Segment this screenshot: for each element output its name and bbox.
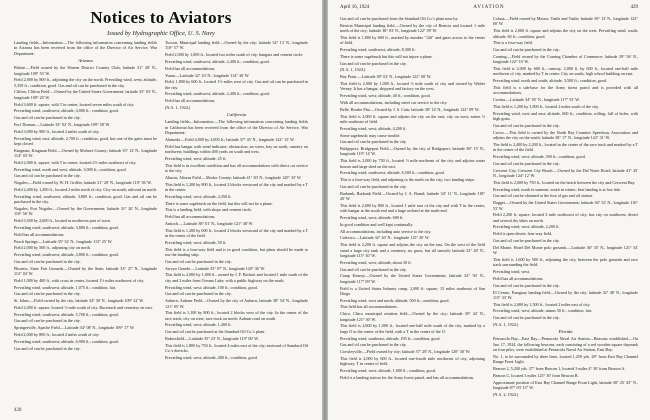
notice-paragraph: This field is 1,800 by 600 ft., marked by number "126" and gates across to the center of field. <box>340 34 485 46</box>
notice-paragraph: This is a landing field, with shops and cement circle. <box>165 207 253 213</box>
left-column-2 <box>165 40 308 402</box>
notice-paragraph: Field 2,000 by 800 ft., adjoining the city on the north. Prevailing wind, west; altitude, 5,350 ft.; condition, good. Gas and oil can be purchased in the city. <box>14 77 157 88</box>
notice-paragraph: Field is a United States Infantry camp, 2,000 ft. square, 15 miles northeast of San Diego. <box>340 285 485 296</box>
notice-paragraph: This field is 2,000 ft. square and adjoins the city on the west. Prevailing wind, south; altitude, 60 ft.; condition, good. <box>493 28 638 39</box>
notice-paragraph: Fort Thomas.—Latitude 33° 02' N., longitude 109° 58' W. <box>14 122 111 127</box>
notice-paragraph: This field is a sub-base for the Army forest patrol and is provided with all accommodations. <box>493 85 638 96</box>
notice-paragraph: This field is 2,000 by 600 ft., located one-fourth mile northwest of city, adjoining highway; T in center of field. <box>340 355 485 367</box>
left-page-header <box>14 8 308 37</box>
notice-paragraph: Pensacola Bay—East Bay—Pensacola Naval Air Station—Beacons established.—On Jan. 17, 1924, the following beacons, each consisting of a red wooden square daymark on four piles, were established at Pensacola Naval Air Station, East Bay: <box>493 336 638 353</box>
notice-paragraph: Calexico.—Latitude 32° 40' N., longitude 115° 30' W. <box>340 235 430 241</box>
notice-paragraph: El Centro, Paraguay landing field.—Owned by the city; latitude 32° 48' N., longitude 115° 33' W. <box>493 289 638 300</box>
notice-paragraph: Prevailing wind, west; altitude, 1,000 ft.; condition, good. <box>340 368 436 374</box>
section-heading: Arizona <box>78 58 93 64</box>
notice-paragraph: Gas and oil can be purchased at the Standard Oil Co.'s plant. <box>165 329 266 335</box>
notice-paragraph: Chico, Chico municipal aviation field.—Owned by the city; latitude 39° 42' N., longitude 121° 50' W. <box>340 311 485 322</box>
notice-paragraph: Tucson, Municipal landing field.—Owned by the city; latitude 32° 13' N., longitude 110° 57' W. <box>165 40 308 51</box>
notice-paragraph: Field 1,000 by 400 ft., with cross in center, located 1½ miles northwest of city. <box>14 277 145 283</box>
notice-paragraph: Prevailing wind, southwest; altitude, 2,400 ft.; condition, good. <box>165 91 270 97</box>
right-column-1 <box>340 16 485 402</box>
notice-paragraph: Gas and oil can be purchased in the city. <box>493 315 560 321</box>
notice-paragraph: Gas and oil can be purchased in the city. <box>340 139 407 145</box>
notice-paragraph: This field is 1,200 by 1,800 ft., located 2 miles south of the city. <box>493 103 599 109</box>
left-page <box>0 0 322 420</box>
page-number-left: 428 <box>14 408 22 413</box>
notice-paragraph: Phoenix, State Fair Grounds.—Owned by the State; latitude 33° 27' N., longitude 112° 04' W. <box>14 265 157 277</box>
notice-paragraph: Prevailing wind, north and west; altitude, 3,000 ft.; condition, good. <box>14 166 127 172</box>
notice-paragraph: Gas and oil can be purchased in the city. <box>493 238 560 244</box>
notice-paragraph: Alturas, Alturas Field.—Modoc County; latitude 41° 30' N., longitude 120° 33' W. <box>165 174 302 180</box>
notice-paragraph: Field has all accommodations. <box>165 214 216 220</box>
notice-paragraph: Prevailing wind, east; altitude, 2,700 ft.; condition, good, but one of the gates must be kept closed. <box>14 135 157 146</box>
notice-paragraph: Benicia Municipal landing field.—Owned by the city of Benicia and located 1 mile north of the city; latitude 38° 03' N., longitude 122° 09' W. <box>340 22 485 34</box>
notice-paragraph: There is some sagebrush but this will not injure a plane. <box>340 53 433 59</box>
notice-paragraph: Prevailing wind, west; altitude, 4,200 ft. <box>340 125 407 131</box>
notice-paragraph: All accommodations, including auto service to the city. <box>340 228 432 234</box>
page-subtitle: Issued by Hydrographic Office, U. S. Navy <box>107 30 215 37</box>
notice-paragraph: Prevailing wind, southwest; altitude, 6,500 ft.; condition, good. <box>340 170 445 176</box>
issue-date: April 16, 1924 <box>340 5 370 10</box>
notice-paragraph: Field has all accommodations. <box>14 231 65 237</box>
notice-paragraph: This field is 2,000 by 1,000 ft., owned by J. F. Beckett and located 1 mile south of the city and 3 miles from Oceano Lake, with a public highway on the north. <box>165 272 308 283</box>
notice-paragraph: This field is 1,200 by 600 ft., located 2 blocks westward of the city and marked by a T in the center of the field. <box>165 227 308 239</box>
notice-paragraph: This field is 2,000 ft. square and adjoins the city on the east; city on west; mines ½ mile southeast of field. <box>340 113 485 124</box>
notice-paragraph: Nogales, Fort Nogales.—Owned by the Government; latitude 31° 20' N., longitude 110° 56' W. <box>14 205 157 217</box>
notice-paragraph: Nogales.—Field owned by W. H. Griffin; latitude 31° 20' N., longitude 110° 56' W. <box>14 180 152 186</box>
page-title: Notices to Aviators <box>90 8 232 27</box>
notice-paragraph: Field 2,400 by 1,200 ft., located 2 miles north of city. City on south; railroad on north. <box>14 187 157 193</box>
notice-paragraph: With all accommodations, including street car service to the city. <box>340 99 448 105</box>
notice-paragraph: Field 2,200 ft. square, located 3 mile northwest of city; has city on southwest, desert and several dry lakes on north. <box>493 212 638 223</box>
notice-paragraph: Prevailing wind, southwest; altitude, 4,000 ft.; condition, good. <box>14 108 119 114</box>
notice-paragraph: This is a four-way field, and adjoining to the north on the city; two landing strips. <box>340 177 476 183</box>
notice-paragraph: Springerville, Apache Field.—Latitude 34° 08' N., longitude 109° 17' W. <box>14 325 135 331</box>
notice-paragraph: This is a four-way field. <box>493 40 533 46</box>
notice-paragraph: Gas and oil can be purchased in the city. <box>165 258 232 264</box>
notice-paragraph: Bay Point.—Latitude 38° 02' N., longitude 122° 00' W. <box>340 74 432 80</box>
notice-paragraph: Prevailing wind, west and north; altitude, 500 ft.; condition, good. <box>340 297 450 303</box>
notice-paragraph: Some sagebrush; may cause trouble. <box>340 132 401 138</box>
notice-paragraph: Gas and oil can be purchased in the city. <box>340 60 407 66</box>
notice-paragraph: Prevailing wind, southeast; altitude, 195 ft.; condition, good. <box>340 335 441 341</box>
notice-paragraph: Prevailing wind, north and south; altitude, 3,500 ft.; condition, good. <box>493 78 607 84</box>
notice-paragraph: This field is 2,000 by 600 ft.; runway, 2,000 ft. by 600 ft., located one-half mile northwest of city, marked by T in center. City on south; high school building on east. <box>493 66 638 77</box>
notice-paragraph: Yuma.—Latitude 32° 43' N., longitude 114° 36' W. <box>165 72 250 78</box>
notice-paragraph: Field is a landing station for the Army forest patrol, and has all accommodations. <box>340 374 475 380</box>
notice-paragraph: This field is 1,200 by 800 ft., located 2 blocks westward of the city and marked by a T in the center. <box>165 181 308 193</box>
notice-paragraph: Bisbee.—Field owned by the Warren District Country Club; latitude 31° 28' N., longitude 109° 53' W. <box>14 65 157 76</box>
notice-paragraph: Gas and oil can be purchased in the city. <box>165 291 232 297</box>
left-column-1 <box>14 40 157 402</box>
notice-paragraph: Prevailing wind, west; altitude, 1,400 ft. <box>165 322 232 328</box>
notice-paragraph: Field 3,600 ft. square, with T in center, located seven miles south of city. <box>14 101 135 107</box>
notice-paragraph: Landing fields—Information.—The following information concerning landing fields in California has been received from the office of the Director of Air Service, War Department: <box>165 119 308 136</box>
notice-paragraph: No. 1, to be surrounded by three lines, located 1,250 yds. 28° from East Bay Channel Range Front Light. <box>493 353 638 365</box>
notice-paragraph: Prevailing wind, west; altitude, 600 ft. <box>340 215 404 221</box>
notice-paragraph: Field has all accommodations. <box>165 65 216 71</box>
notice-paragraph: St. Johns.—Field owned by the city; latitude 34° 30' N., longitude 109° 22' W. <box>14 298 144 304</box>
notice-paragraph: Prevailing wind, west and east; altitude, 600 ft.; condition, rolling, full of holes, with high grass. <box>493 110 638 122</box>
notice-paragraph: This field is 2,000 by 1,000 ft., located ½ mile south of city and owned by Walter Verney. It has a hangar, shipyard and factory on the west. <box>340 81 485 92</box>
notice-paragraph: Prevailing wind, west; altitude, 2,200 ft. <box>493 224 560 230</box>
notice-paragraph: Belle, Border Flat.—Owned by J. S. Cain; latitude 38° 14' N., longitude 122° 09' W. <box>340 106 480 112</box>
notice-paragraph: Prevailing wind, west; altitude, 500 ft.; condition, good. <box>493 154 586 160</box>
notice-paragraph: (N.A. 1, 1924.) <box>165 105 191 111</box>
notice-paragraph: Gas and oil can be purchased in the city. <box>340 266 407 272</box>
notice-paragraph: This field is 1,100 by 800 ft., located 2 blocks west of the city. In the center of the race track; city on west; race track on north; Auburn road on south. <box>165 310 308 321</box>
notice-paragraph: Camp Kearny.—Owned by the United States Government; latitude 32° 50' N., longitude 117° 09' W. <box>340 273 485 284</box>
notice-paragraph: This field has all accommodations. <box>340 304 398 310</box>
notice-paragraph: Prevailing wind, west; altitude, minus 50 ft.; condition, fair. <box>493 308 593 314</box>
notice-paragraph: Prevailing wind, southwest; altitude, 2,400 ft.; condition, good. <box>165 58 270 64</box>
notice-paragraph: Prevailing wind, west; altitude, 40 ft.; condition, good. <box>340 93 431 99</box>
notice-paragraph: Crows.—This field is owned by the North Bay Counties Speedway Association and adjoins the city on the south; latitude 38° 17' N., longitude 122° 31' W. <box>493 129 638 141</box>
notice-paragraph: Beacon 2, 5,200 yds. 37° from Beacon 1, located 3 miles 4° 30' from Beacon A. <box>493 366 626 372</box>
notice-paragraph: This field is 2,000 by 1,000 ft., located one-half mile south of the city, marked by a large O in the center of the field, with a T in the center of the O. <box>340 323 485 334</box>
notice-paragraph: Gas and oil can be purchased in the city. <box>14 258 81 264</box>
notice-paragraph: Prevailing wind, west; altitude, 50 ft. <box>165 239 227 245</box>
notice-paragraph: Prevailing wind, west. <box>493 269 531 275</box>
notice-paragraph: Field is open desert; four-way field. <box>493 231 553 237</box>
notice-paragraph: Prevailing wind, southwest; altitude, 1,075 ft.; condition, fair. <box>14 284 117 290</box>
notice-paragraph: Crowleyville.—Field owned by city; latitude 37° 28' N., longitude 120° 30' W. <box>340 349 471 355</box>
notice-paragraph: Corning.—Field owned by the Corning Chamber of Commerce; latitude 39° 56' N., longitude 122° 10' W. <box>493 53 638 65</box>
notice-paragraph: Gas and oil can be purchased in the city. <box>493 160 560 166</box>
notice-paragraph: This field is 2,200 ft. square and adjoins the city on the east. On the west of the field stand a large city tank and a cemetery, no grass, but all smooth; latitude 32° 40' N., longitude 115° 30' W. <box>340 242 485 258</box>
right-columns <box>340 16 638 402</box>
right-page <box>328 0 650 420</box>
notice-paragraph: Gas and oil can be purchased in the city. <box>14 291 81 297</box>
left-columns <box>14 40 308 402</box>
notice-paragraph: This field is a four-way field and is in good condition, but plans should be made to use the landing strip. <box>165 246 308 258</box>
notice-paragraph: Kingman, Kingman Field.—Owned by Mohave County; latitude 35° 12' N., longitude 114° 03' W. <box>14 147 157 159</box>
notice-paragraph: This field is 1,800 by 750 ft., located 4 miles east of the city, eastward of Standard Oil Co.'s derricks. <box>165 342 308 354</box>
notice-paragraph: Gas and oil can be purchased in the city. <box>340 183 407 189</box>
notice-paragraph: (N.A. 1, 1924.) <box>340 67 366 73</box>
notice-paragraph: (N.A. 2, 1924.) <box>493 391 519 397</box>
notice-paragraph: Covina.—Latitude 34° 05' N., longitude 117° 53' W. <box>493 97 580 103</box>
notice-paragraph: Prevailing wind, west; altitude, 25 ft. <box>165 155 227 161</box>
notice-paragraph: Field 2,000 by 500 ft., adjoining city on north. <box>14 245 91 251</box>
notice-paragraph: Colusa.—Field owned by Messrs. Tuttle and Tuttle; latitude 39° 13' N., longitude 122° 00' W. <box>493 16 638 27</box>
notice-paragraph: Peach Springs.—Latitude 35° 32' N., longitude 113° 25' W. <box>14 238 113 244</box>
notice-paragraph: Prevailing wind, southwest; altitude, 5,700 ft.; condition, good. <box>14 311 119 317</box>
notice-paragraph: This field is 2,000 by 800 ft., located 1 mile east of the city and with T in the center, with hangar at the south end and a large orchard at the north end. <box>340 202 485 214</box>
notice-paragraph: Clifton, Clifton Field.—Owned by the United States Government; latitude 33° 03' N., longitude 109° 20' W. <box>14 89 157 100</box>
notice-paragraph: In good condition and well kept continually. <box>340 221 414 227</box>
notice-paragraph: This field is in excellent condition and has all accommodations with direct car service to the city. <box>165 162 308 174</box>
notice-paragraph: Prevailing wind, north in summer, south in winter; best landing is at low tide. <box>493 186 622 192</box>
notice-paragraph: Gas and oil can be purchased in the city. <box>493 122 560 128</box>
section-heading: California <box>226 112 247 118</box>
notice-paragraph: Gas and oil can be purchased in the city. <box>14 115 81 121</box>
notice-paragraph: Burbank, Burbank Field.—Owned by J. A. Brand; latitude 34° 11' N., longitude 118° 20' W. <box>340 190 485 202</box>
notice-paragraph: Field 3,500 by 2,600 ft., located in northwest part of town. <box>14 218 111 224</box>
notice-paragraph: The field is 2,400 by 2,200 ft., located in the center of the race track and marked by a T in the center of the field. <box>493 141 638 153</box>
notice-paragraph: Field 2,000 ft. square, located ½ mile south of city. Racetrack and cemetery on east. <box>14 304 153 310</box>
page-number-right: 429 <box>630 5 638 10</box>
notice-paragraph: Arroyo Grande.—Latitude 35° 07' N., longitude 120° 36' W. <box>165 265 266 271</box>
notice-paragraph: Dagget.—Owned by the United States Government; latitude 34° 52' N., longitude 116° 53' W. <box>493 200 638 211</box>
notice-paragraph: Field 2,000 by 800 ft., located 2 miles south of city. <box>14 332 100 338</box>
journal-title: AVIATION <box>473 5 505 10</box>
section-heading: Florida <box>558 329 573 335</box>
notice-paragraph: Prevailing wind, west; altitude, 4,350 ft. <box>165 193 232 199</box>
notice-paragraph: Gas and oil can be obtained at the foot of gas and oil station. <box>493 193 594 199</box>
notice-paragraph: Field has hangar with wind indicator; obstruction, no wires, bay on north, cannery on northwest; buildings within 400 yards on south and west. <box>165 143 308 155</box>
notice-paragraph: Prevailing wind, southwest; altitude, 3,800 ft.; condition, good. Gas and oil can be purchased in the city. <box>14 193 157 205</box>
notice-paragraph: This field is 2,000 by 1,500 ft., located 2 miles east of city. <box>493 301 591 307</box>
notice-paragraph: Prevailing wind, west; altitude, 400 ft.; condition, good. <box>165 355 258 360</box>
right-column-2 <box>493 16 638 402</box>
notice-paragraph: Prevailing wind, southwest; altitude, 8,300 ft. <box>340 47 416 53</box>
notice-paragraph: Prevailing wind, southwest; altitude, 3,800 ft.; condition, good. <box>14 224 119 230</box>
notice-paragraph: Gas and oil can be purchased in the city. <box>340 342 407 348</box>
notice-paragraph: Field has all accommodations. <box>165 98 216 104</box>
notice-paragraph: Gas and oil can be purchased in the city. <box>14 173 81 179</box>
notice-paragraph: Prevailing wind, west; altitude, about 30 ft. <box>340 259 412 265</box>
notice-paragraph: Alameda.—Field 4,000 by 2,000 ft.; latitude 37° 45' N., longitude 122° 15' W. <box>165 136 295 142</box>
notice-paragraph: Landing fields—Information.—The following information concerning landing fields in Arizona has been received from the office of the Director of Air Service, War Department: <box>14 40 157 56</box>
notice-paragraph: Field 2,000 by 1,000 ft., located two miles south of city; hangars and cement circle. <box>165 52 304 58</box>
notice-paragraph: Beacon C, located 3 miles 125° 30' from Beacon B. <box>493 372 579 378</box>
notice-paragraph: This field is 1,600 by 500 ft., adjoining the city, between the polo grounds and race track surrounding the field. <box>493 257 638 268</box>
notice-paragraph: Field has all accommodations. <box>493 275 544 281</box>
notice-paragraph: There is some sagebrush on the field, but this will not be a plane. <box>165 200 273 206</box>
notice-paragraph: Bridgeport, Bridgeport Field.—Owned by the city of Bridgeport; latitude 38° 15' N., longitude 119° 14' W. <box>340 146 485 157</box>
notice-paragraph: Field 3,000 by 900 ft., located 2 miles south of city. <box>14 128 100 134</box>
notice-paragraph: Prevailing wind, west; altitude, 100 ft.; condition, good. <box>165 284 258 290</box>
notice-paragraph: Field 2,000 ft. square, with T in center, located 2½ miles northeast of city. <box>14 159 137 165</box>
notice-paragraph: Gas and oil can be purchased in the city. <box>14 318 81 324</box>
notice-paragraph: This field is 2,000 by 750 ft., located on the beach between the city and Crescent Bay. <box>493 179 636 185</box>
notice-paragraph: This field is 2,000 by 750 ft., located ½ mile northeast of the city and adjoins water houses and large shed on the east. <box>340 158 485 169</box>
notice-paragraph: (N.A. 1, 1924.) <box>493 322 519 328</box>
notice-paragraph: Auburn, Auburn Field.—Owned by the city of Auburn; latitude 38° 54' N., longitude 121° 05' W. <box>165 298 308 309</box>
notice-paragraph: Del Monte, Hotel Del Monte polo grounds.—Latitude 36° 35' N., longitude 121° 54' W. <box>493 244 638 256</box>
notice-paragraph: Field, 1,800 by 600 ft., located 1½ miles west of city. Gas and oil can be purchased in the city. <box>165 79 308 90</box>
notice-paragraph: Antioch.—Latitude 38° 01' N., longitude 121° 48' W. <box>165 220 254 226</box>
notice-paragraph: Gas and oil can be purchased in the city. <box>493 47 560 53</box>
notice-paragraph: Gas and oil can be purchased from the Standard Oil Co.'s plant near by. <box>340 16 459 21</box>
notice-paragraph: Prevailing wind, southwest; altitude, 4,800 ft.; condition, good. <box>14 252 119 258</box>
notice-paragraph: Gas and oil can be purchased in the city. <box>493 282 560 288</box>
notice-paragraph: Gas and oil can be purchased in the city. <box>14 345 81 351</box>
notice-paragraph: Approximate position of East Bay Channel Range Front Light, latitude 30° 25' 43" N., longitude 87° 03' 13" W. <box>493 379 638 391</box>
notice-paragraph: Crescent City, Crescent City Beach.—Owned by the Del Norte Hotel; latitude 41° 45' N., longitude 124° 12' W. <box>493 167 638 179</box>
notice-paragraph: Prevailing wind, southwest; altitude, 6,900 ft.; condition, good. <box>14 338 119 344</box>
notice-paragraph: Bakersfield.—Latitude 35° 23' N., longitude 119° 00' W. <box>165 336 259 342</box>
